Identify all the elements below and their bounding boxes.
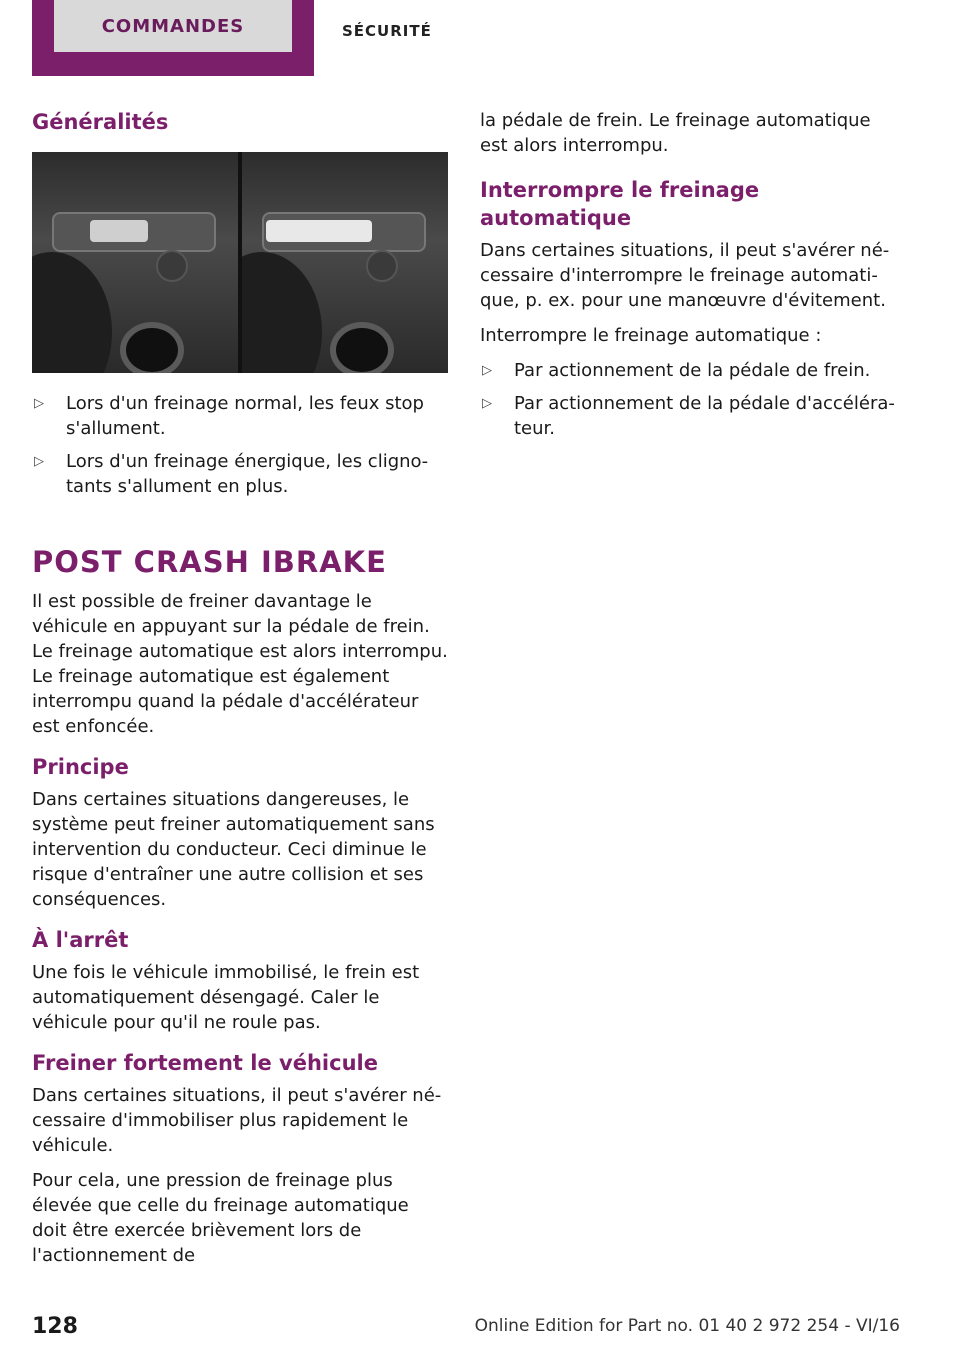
arret-heading: À l'arrêt [32, 928, 129, 952]
triangle-bullet-icon: ▷ [34, 454, 44, 469]
continued-text: la pédale de frein. Le freinage automatique est alors interrompu. [480, 110, 871, 156]
generalites-heading: Généralités [32, 110, 169, 134]
illustration-emergency-braking [242, 152, 448, 373]
interrompre-heading: Interrompre le freinage automatique [480, 178, 760, 230]
interrupt-bullet-list [480, 358, 900, 441]
triangle-bullet-icon: ▷ [34, 396, 44, 411]
braking-bullet-list [32, 391, 448, 499]
list-item [480, 391, 900, 441]
principe-text: Dans certaines situations dangereuses, le système peut freiner automatiquement sans intervention du conducteur. Ceci diminue le risque d'entraîner une autre collision et ses conséquences. [32, 789, 435, 910]
sensor-circle [156, 250, 188, 282]
list-item [32, 391, 448, 441]
tail-lamp-lit [266, 220, 372, 242]
list-item [32, 449, 448, 499]
interrompre-text-2: Interrompre le freinage automatique : [480, 325, 822, 346]
arret-text: Une fois le véhicule immobilisé, le frein est automatiquement désengagé. Caler le véhicule pour qu'il ne roule pas. [32, 962, 420, 1033]
header-tab-commandes[interactable] [32, 0, 314, 76]
tail-lamp [90, 220, 148, 242]
freiner-text-1: Dans certaines situations, il peut s'avérer nécessaire d'immobiliser plus rapidement le véhicule. [32, 1085, 442, 1156]
footer-edition-text: Online Edition for Part no. 01 40 2 972 254 - VI/16 [474, 1316, 900, 1336]
page-number: 128 [32, 1314, 78, 1339]
list-item-text: Par actionnement de la pédale de frein. [514, 360, 871, 381]
illustration-normal-braking [32, 152, 238, 373]
exhaust-pipe [120, 322, 184, 373]
left-column [32, 108, 448, 1278]
triangle-bullet-icon: ▷ [482, 396, 492, 411]
list-item-text: Lors d'un freinage normal, les feux stop s'allument. [66, 393, 424, 439]
post-crash-heading: POST CRASH IBRAKE [32, 545, 387, 579]
brake-lights-illustration [32, 152, 448, 373]
interrompre-text-1: Dans certaines situations, il peut s'avérer nécessaire d'interrompre le freinage automatique, p. ex. pour une manœuvre d'évitement. [480, 240, 890, 311]
freiner-heading: Freiner fortement le véhicule [32, 1051, 378, 1075]
wheel-arch-shape [32, 252, 112, 373]
wheel-arch-shape [242, 252, 322, 373]
list-item [480, 358, 900, 383]
exhaust-pipe [330, 322, 394, 373]
principe-heading: Principe [32, 755, 129, 779]
post-crash-text: Il est possible de freiner davantage le véhicule en appuyant sur la pédale de frein. Le freinage automatique est alors interrompu. Le freinage automatique est également interrompu quand la pédale d'accélérateur est enfoncée. [32, 591, 448, 737]
triangle-bullet-icon: ▷ [482, 363, 492, 378]
sensor-circle [366, 250, 398, 282]
header-tab-commandes-label: COMMANDES [54, 0, 292, 52]
list-item-text: Lors d'un freinage énergique, les clignotants s'allument en plus. [66, 451, 429, 497]
right-column [480, 108, 900, 449]
header-tab-securite[interactable]: SÉCURITÉ [342, 22, 432, 40]
list-item-text: Par actionnement de la pédale d'accélérateur. [514, 393, 895, 439]
freiner-text-2: Pour cela, une pression de freinage plus élevée que celle du freinage automatique doit être exercée brièvement lors de l'actionnement de [32, 1170, 409, 1266]
